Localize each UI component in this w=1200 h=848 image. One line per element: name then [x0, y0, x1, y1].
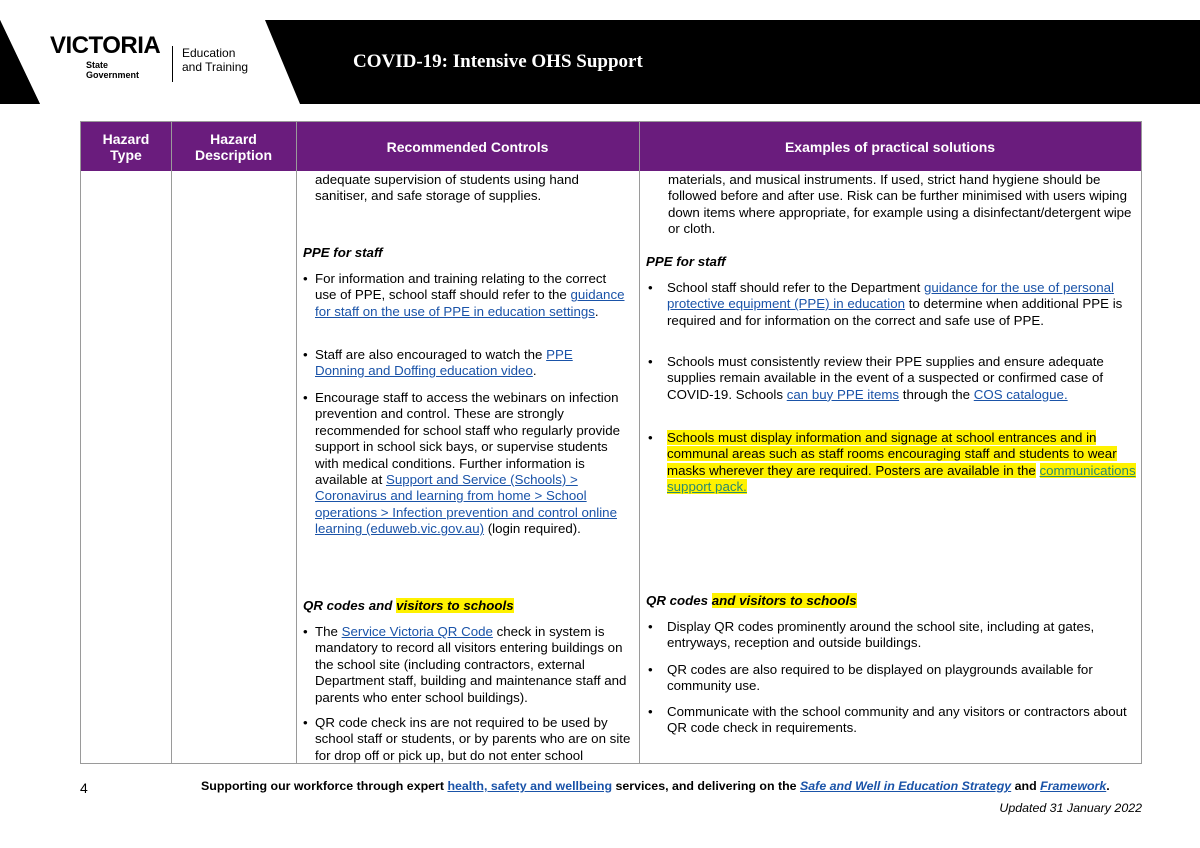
examples-qr-heading: QR codes and visitors to schools — [646, 593, 857, 608]
list-item: • Display QR codes prominently around the school site, including at gates, entryways, reception and outside buildings. — [646, 619, 1131, 652]
logo-state-government — [86, 60, 139, 80]
logo-state-text: State — [86, 60, 109, 70]
link-ppe-guidance[interactable]: guidance for staff on the use of PPE in education settings — [315, 287, 625, 319]
logo-government-text: Government — [86, 70, 140, 80]
header-recommended-controls: Recommended Controls — [386, 138, 549, 155]
link-safe-well-strategy[interactable]: Safe and Well in Education Strategy — [800, 779, 1012, 793]
list-item: • Schools must display information and signage at school entrances and in communal areas such as staff rooms encouraging staff and students to wear masks wherever they are required. Posters are available in the communications support pack. — [646, 430, 1136, 496]
list-item: • QR codes are also required to be displayed on playgrounds available for community use. — [646, 662, 1131, 695]
list-item: • For information and training relating to the correct use of PPE, school staff should refer to the guidance for staff on the use of PPE in education settings. — [303, 271, 631, 320]
dept-line-1: Education — [182, 46, 236, 60]
examples-ppe-heading: PPE for staff — [646, 254, 726, 269]
victoria-logo — [50, 32, 260, 92]
list-item: • QR code check ins are not required to be used by school staff or students, or by parents who are on site for drop off or pick up, but do not enter school — [303, 715, 631, 764]
link-buy-ppe[interactable]: can buy PPE items — [786, 386, 900, 402]
list-item: • Encourage staff to access the webinars on infection prevention and control. These are strongly recommended for school staff who regularly provide support in school sick bays, or supervise students with medical conditions. Further information is available at Support and Service (Schools) > Coronavirus and learning from home > School operations > Infection prevention and control online learning (eduweb.vic.gov.au) (login required). — [303, 390, 621, 538]
list-item: • Staff are also encouraged to watch the PPE Donning and Doffing education video. — [303, 347, 613, 380]
controls-cell — [303, 172, 631, 762]
header-hazard-description: Hazard Description — [194, 130, 272, 163]
header-practical-solutions: Examples of practical solutions — [784, 138, 996, 155]
list-item: • Schools must consistently review their PPE supplies and ensure adequate supplies remain available in the event of a suspected or confirmed case of COVID-19. Schools can buy PPE items through the COS catalogue. — [646, 354, 1116, 403]
header-banner — [0, 20, 1200, 104]
table-header-row — [81, 122, 1141, 171]
dept-line-2: and Training — [182, 60, 249, 74]
updated-date: Updated 31 January 2022 — [999, 801, 1142, 815]
examples-intro: materials, and musical instruments. If used, strict hand hygiene should be followed before and after use. Risk can be further minimised with users wiping down items where appropriate, for example using a disinfectant/detergent wipe or cloth. — [668, 172, 1132, 237]
link-framework[interactable]: Framework — [1040, 779, 1107, 793]
controls-ppe-heading: PPE for staff — [303, 245, 383, 260]
link-cos-catalogue[interactable]: COS catalogue. — [973, 386, 1068, 402]
link-health-safety-wellbeing[interactable]: health, safety and wellbeing — [447, 779, 613, 793]
controls-intro: adequate supervision of students using hand sanitiser, and safe storage of supplies. — [315, 172, 579, 204]
footer-tagline: Supporting our workforce through expert health, safety and wellbeing services, and delivering on the Safe and Well in Education Strategy and Framework. — [201, 779, 1110, 793]
examples-cell — [646, 172, 1136, 762]
list-item: • Communicate with the school community and any visitors or contractors about QR code check in requirements. — [646, 704, 1131, 737]
column-divider — [639, 122, 640, 763]
list-item: • School staff should refer to the Department guidance for the use of personal protective equipment (PPE) in education to determine when additional PPE is required and for information on the correct and safe use of PPE. — [646, 280, 1136, 329]
list-item: • The Service Victoria QR Code check in system is mandatory to record all visitors entering buildings on the school site (including contractors, external Department staff, building and maintenance staff and parents who enter school buildings). — [303, 624, 631, 706]
logo-divider — [172, 46, 173, 82]
logo-wordmark: VICTORIA — [50, 32, 161, 59]
column-divider — [171, 122, 172, 763]
document-title: COVID-19: Intensive OHS Support — [353, 51, 643, 72]
link-communications-support-pack[interactable]: communications support pack. — [667, 462, 1136, 495]
header-hazard-type: Hazard Type — [102, 130, 150, 163]
page-number: 4 — [80, 780, 88, 796]
controls-qr-heading: QR codes and visitors to schools — [303, 598, 514, 613]
link-service-victoria-qr[interactable]: Service Victoria QR Code — [341, 624, 493, 639]
hazard-controls-table — [80, 121, 1142, 764]
column-divider — [296, 122, 297, 763]
link-infection-prevention-learning[interactable]: Support and Service (Schools) > Coronavirus and learning from home > School operations > Infection prevention and control online learning (eduweb.vic.gov.au) — [315, 472, 617, 537]
department-name — [182, 46, 248, 74]
link-ppe-education-guidance[interactable]: guidance for the use of personal protective equipment (PPE) in education — [667, 280, 1114, 312]
link-ppe-video[interactable]: PPE Donning and Doffing education video — [315, 347, 573, 379]
